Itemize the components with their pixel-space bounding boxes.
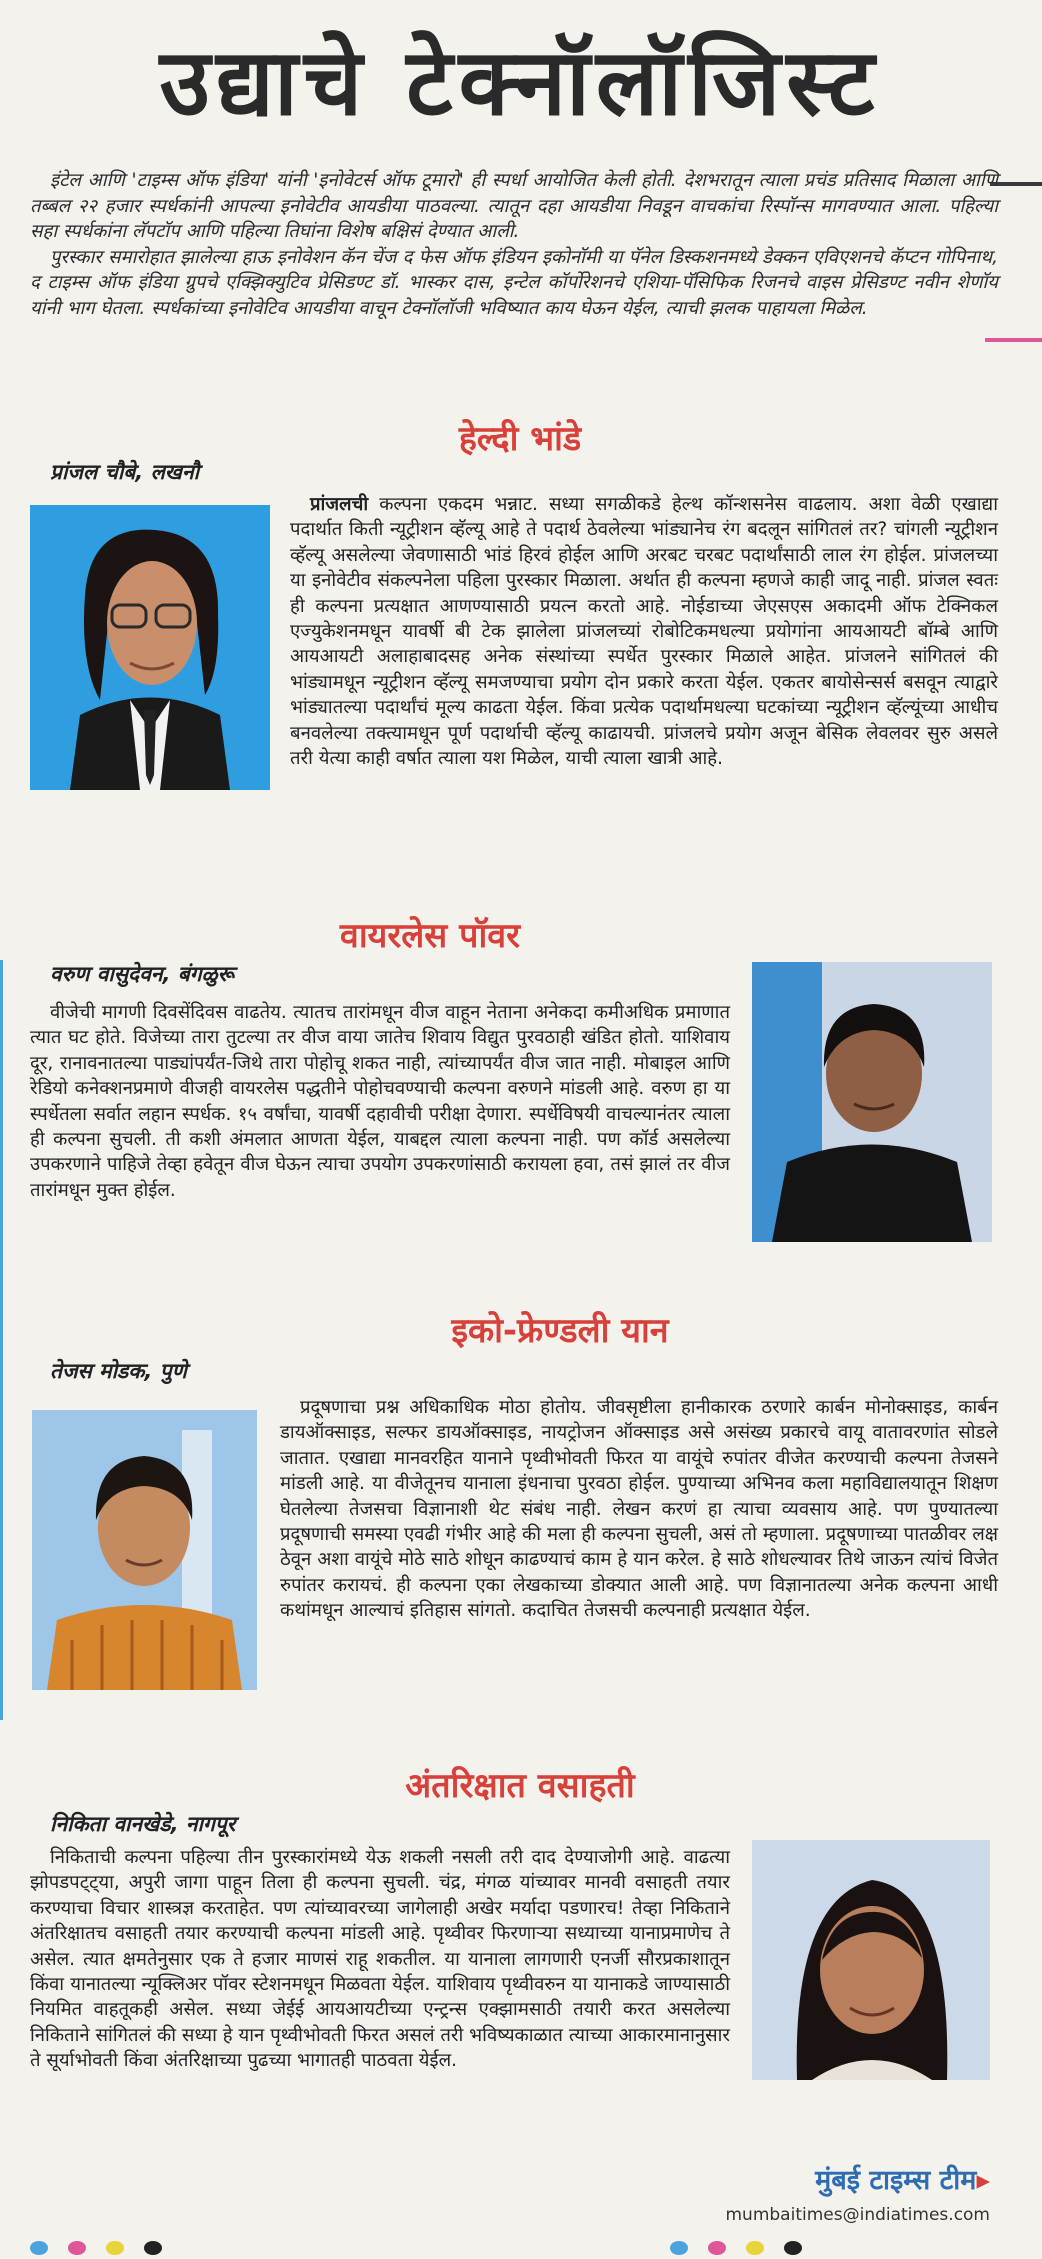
contestant-photo xyxy=(752,962,992,1242)
byline: वरुण वासुदेवन, बंगळुरू xyxy=(50,962,234,986)
section-title: हेल्दी भांडे xyxy=(458,419,582,459)
article-text: निकिताची कल्पना पहिल्या तीन पुरस्कारांमध्ये येऊ शकली नसली तरी दाद देण्याजोगी आहे. वाढत्या झोपडपट्ट्या, अपुरी जागा पाहून तिला ही कल्पना सुचली. चंद्र, मंगळ यांच्यावर मानवी वसाहती तयार करण्याचा विचार शास्त्रज्ञ करताहेत. पण त्यांच्यावरच्या जागेलाही अखेर मर्यादा पडणारच! तेव्हा निकिताने अंतरिक्षातच वसाहती तयार करण्याची कल्पना मांडली आहे. पृथ्वीवर फिरणाऱ्या सध्याच्या यानाप्रमाणेच ते असेल. त्यात क्षमतेनुसार एक ते हजार माणसं राहू शकतील. या यानाला लागणारी एनर्जी सौरप्रकाशातून किंवा यानातल्या न्यूक्लिअर पॉवर स्टेशनमधून मिळवता येईल. याशिवाय पृथ्वीवरुन या यानाकडे जाण्यासाठी नियमित वाहतूकही असेल. सध्या जेईई आयआयटीच्या एन्ट्रन्स एक्झामसाठी तयारी करत असलेल्या निकिताने सांगितलं की सध्या हे यान पृथ्वीभोवती फिरत असलं तरी भविष्यकाळात त्याच्या आकारमानानुसार ते सूर्याभोवती किंवा अंतरिक्षाच्या पुढच्या भागातही पाठवता येईल. xyxy=(30,1847,730,2072)
portrait-illustration xyxy=(752,1840,990,2080)
article-lead: प्रांजलची xyxy=(310,494,369,515)
registration-dot xyxy=(708,2241,726,2255)
section-title: वायरलेस पॉवर xyxy=(339,916,521,956)
registration-dot xyxy=(68,2241,86,2255)
registration-dot xyxy=(106,2241,124,2255)
signoff-text: मुंबई टाइम्स टीम xyxy=(815,2165,977,2196)
article-body xyxy=(30,492,998,902)
intro-paragraph: इंटेल आणि 'टाइम्स ऑफ इंडिया' यांनी 'इनोवेटर्स ऑफ टूमारो' ही स्पर्धा आयोजित केली होती. देशभरातून त्याला प्रचंड प्रतिसाद मिळाला आणि तब्बल २२ हजार स्पर्धकांनी आपल्या इनोवेटीव आयडीया पाठवल्या. त्यातून दहा आयडीया निवडून वाचकांचा रिस्पॉन्स मागवण्यात आला. पहिल्या सहा स्पर्धकांना लॅपटॉप आणि पहिल्या तिघांना विशेष बक्षिसं देण्यात आली. xyxy=(30,170,998,242)
decorative-rule xyxy=(985,338,1042,342)
byline: प्रांजल चौबे, लखनौ xyxy=(50,460,200,484)
byline: तेजस मोडक, पुणे xyxy=(50,1359,187,1383)
byline: निकिता वानखेडे, नागपूर xyxy=(50,1812,236,1836)
registration-dot xyxy=(670,2241,688,2255)
registration-dot xyxy=(746,2241,764,2255)
registration-dot xyxy=(30,2241,48,2255)
article-text: कल्पना एकदम भन्नाट. सध्या सगळीकडे हेल्थ कॉन्शसनेस वाढलाय. अशा वेळी एखाद्या पदार्थात किती न्यूट्रीशन व्हॅल्यू आहे ते पदार्थ ठेवलेल्या भांड्यानेच रंग बदलून सांगितलं तर? चांगली न्यूट्रीशन व्हॅल्यू असलेल्या जेवणासाठी भांडं हिरवं होईल आणि अरबट चरबट पदार्थांसाठी लाल रंग होईल. प्रांजलच्या या इनोवेटीव संकल्पनेला पहिला पुरस्कार मिळाला. अर्थात ही कल्पना म्हणजे काही जादू नाही. प्रांजल स्वतः ही कल्पना प्रत्यक्षात आणण्यासाठी प्रयत्न करतो आहे. नोईडाच्या जेएसएस अकादमी ऑफ टेक्निकल एज्युकेशनमधून यावर्षी बी टेक झालेला प्रांजलच्यां रोबोटिकमधल्या प्रयोगांना आयआयटी बॉम्बे आणि आयआयटी अलाहाबादसह अनेक संस्थांच्या स्पर्धेत पुरस्कार मिळाले आहेत. प्रांजलने सांगितलं की भांड्यामधून न्यूट्रीशन व्हॅल्यू समजण्याचा प्रयोग दोन प्रकारे करता येईल. एकतर बायोसेन्सर्स बसवून त्याद्वारे भांड्यातल्या पदार्थांचं मूल्य काढता येईल. किंवा प्रत्येक पदार्थामधल्या घटकांच्या न्यूट्रीशन व्हॅल्यूंच्या आधीच बनवलेल्या तक्त्यामधून पूर्ण पदार्थाची व्हॅल्यू काढायची. प्रांजलचे प्रयोग अजून बेसिक लेवलवर सुरु असले तरी येत्या काही वर्षात त्याला यश मिळेल, याची त्याला खात्री आहे. xyxy=(290,494,998,770)
intro-paragraph: पुरस्कार समारोहात झालेल्या हाऊ इनोवेशन कॅन चेंज द फेस ऑफ इंडियन इकोनॉमी या पॅनेल डिस्कशनमध्ये डेक्कन एविएशनचे कॅप्टन गोपिनाथ, द टाइम्स ऑफ इंडिया ग्रुपचे एक्झिक्युटिव प्रेसिडण्ट डॉ. भास्कर दास, इन्टेल कॉर्पोरेशनचे एशिया-पॅसिफिक रिजनचे वाइस प्रेसिडण्ट नवीन शेणॉय यांनी भाग घेतला. स्पर्धकांच्या इनोवेटिव आयडीया वाचून टेक्नॉलॉजी भविष्यात काय घेऊन येईल, त्याची झलक पाहायला मिळेल. xyxy=(30,246,998,319)
registration-marks-right xyxy=(670,2241,810,2255)
photo-spacer xyxy=(30,1395,280,1700)
signoff xyxy=(815,2160,990,2197)
section-title: इको-फ्रेण्डली यान xyxy=(451,1311,669,1351)
registration-dot xyxy=(144,2241,162,2255)
contestant-photo xyxy=(752,1840,990,2080)
section-title: अंतरिक्षात वसाहती xyxy=(405,1766,635,1806)
article-body xyxy=(30,1845,730,2165)
registration-marks-left xyxy=(30,2241,170,2255)
registration-dot xyxy=(784,2241,802,2255)
article-body xyxy=(30,1000,730,1300)
photo-spacer xyxy=(30,492,290,790)
article-body xyxy=(30,1395,998,1755)
margin-rule xyxy=(0,960,3,1720)
arrow-icon: ▸ xyxy=(976,2165,990,2196)
intro-text xyxy=(30,168,998,321)
page-headline: उद्याचे टेक्नॉलॉजिस्ट xyxy=(159,29,881,136)
contact-email[interactable]: mumbaitimes@indiatimes.com xyxy=(725,2205,990,2225)
article-text: प्रदूषणाचा प्रश्न अधिकाधिक मोठा होतोय. जीवसृष्टीला हानीकारक ठरणारे कार्बन मोनोक्साइड, कार्बन डायऑक्साइड, सल्फर डायऑक्साइड, नायट्रोजन ऑक्साइड असे असंख्य प्रकारचे वायू वातावरणांत सोडले जातात. एखाद्या मानवरहित यानाने पृथ्वीभोवती फिरत या वायूंचे रुपांतर वीजेत करण्याची कल्पना तेजसने मांडली आहे. या वीजेतूनच यानाला इंधनाचा पुरवठा होईल. पुण्याच्या अभिनव कला महाविद्यालयातून शिक्षण घेतलेल्या तेजसचा विज्ञानाशी थेट संबंध नाही. लेखन करणं हा त्याचा व्यवसाय आहे. पण पुण्यातल्या प्रदूषणाची समस्या एवढी गंभीर आहे की मला ही कल्पना सुचली, असं तो म्हणाला. प्रदूषणाच्या पातळीवर लक्ष ठेवून अशा वायूंचे मोठे साठे शोधून काढण्याचं काम हे यान करेल. हे साठे शोधल्यावर तिथे जाऊन त्यांचं विजेत रुपांतर करायचं. ही कल्पना एका लेखकाच्या डोक्यात आली आहे. पण विज्ञानातल्या अनेक कल्पना आधी कथांमधून आल्याचं इतिहास सांगतो. कदाचित तेजसची कल्पनाही प्रत्यक्षात येईल. xyxy=(280,1397,998,1622)
article-text: वीजेची मागणी दिवसेंदिवस वाढतेय. त्यातच तारांमधून वीज वाहून नेताना अनेकदा कमीअधिक प्रमाणात त्यात घट होते. विजेच्या तारा तुटल्या तर वीज वाया जातेच शिवाय विद्युत पुरवठाही खंडित होतो. याशिवाय दूर, रानावनातल्या पाड्यांपर्यंत-जिथे तारा पोहोचू शकत नाही, त्यांच्यापर्यंत वीज जात नाही. मोबाइल आणि रेडियो कनेक्शनप्रमाणे वीजही वायरलेस पद्धतीने पोहोचवण्याची कल्पना वरुणने मांडली आहे. वरुण हा या स्पर्धेतला सर्वात लहान स्पर्धक. १५ वर्षांचा, यावर्षी दहावीची परीक्षा देणारा. स्पर्धेविषयी वाचल्यानंतर त्याला ही कल्पना सुचली. ती कशी अंमलात आणता येईल, याबद्दल त्याला कल्पना नाही. पण कॉर्ड असलेल्या उपकरणाने पाहिजे तेव्हा हवेतून वीज घेऊन त्याचा उपयोग उपकरणांसाठी करायला हवा, तसं झालं तर वीज तारांमधून मुक्त होईल. xyxy=(30,1002,730,1201)
portrait-illustration xyxy=(752,962,992,1242)
